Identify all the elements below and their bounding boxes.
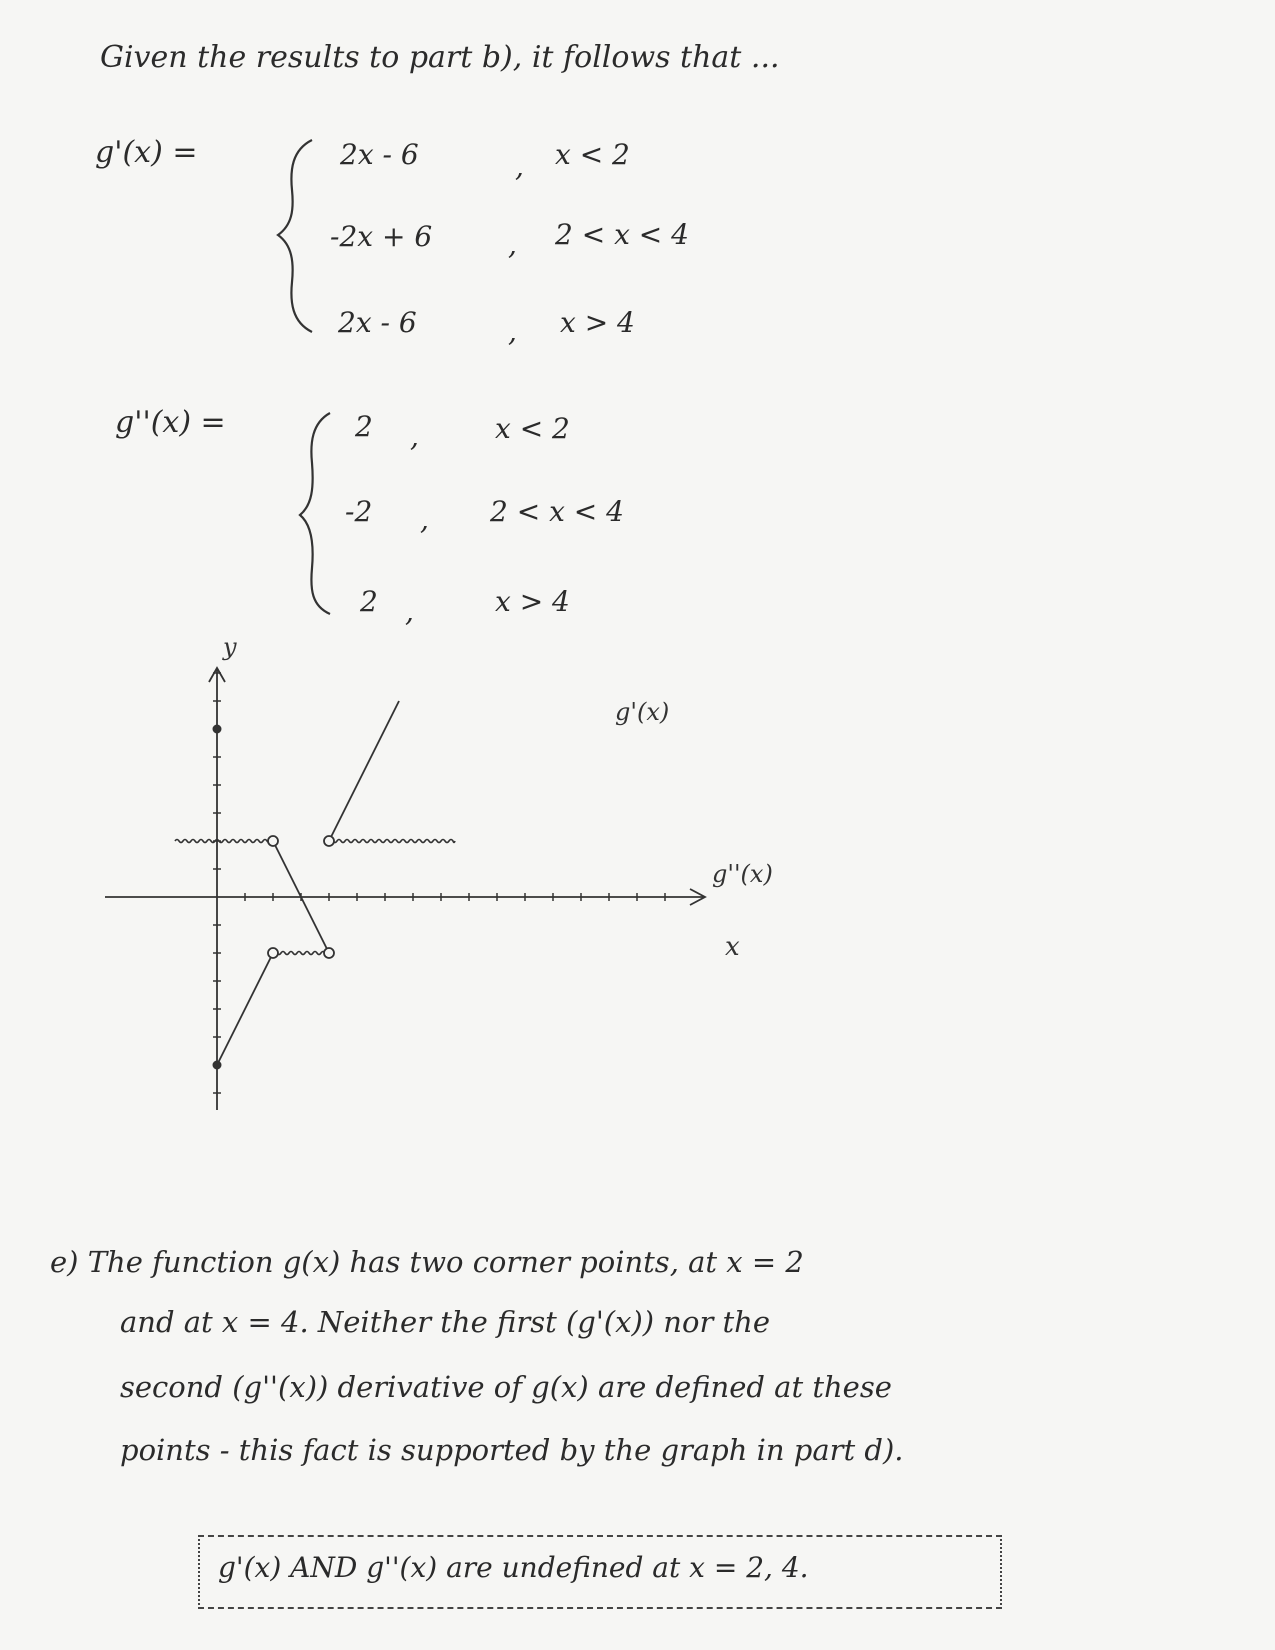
g2-row-1-cond: x < 2 xyxy=(495,412,570,445)
g1-row-2-sep: , xyxy=(508,228,517,261)
g2-row-3-sep: , xyxy=(405,595,414,628)
y-axis-label: y xyxy=(223,633,237,661)
g2-segment xyxy=(175,840,273,843)
part-e-line-2: and at x = 4. Neither the first (g'(x)) nor the xyxy=(120,1305,771,1339)
intro-text: Given the results to part b), it follows that ... xyxy=(100,40,780,75)
g1-row-3-expr: 2x - 6 xyxy=(338,306,417,339)
g1-series-label: g'(x) xyxy=(615,698,670,726)
part-e-line-1: e) The function g(x) has two corner points, at x = 2 xyxy=(50,1245,804,1279)
conclusion-box xyxy=(198,1535,1002,1609)
open-point xyxy=(268,948,278,958)
g2-segment xyxy=(273,952,329,955)
open-point xyxy=(268,836,278,846)
part-e-line-4: points - this fact is supported by the graph in part d). xyxy=(120,1433,904,1467)
open-point xyxy=(324,948,334,958)
g2-row-2-sep: , xyxy=(420,503,429,536)
g2-row-1-sep: , xyxy=(410,420,419,453)
g1-row-2-cond: 2 < x < 4 xyxy=(555,218,689,251)
g2-row-2-expr: -2 xyxy=(345,495,373,528)
g2-series-label: g''(x) xyxy=(712,860,773,888)
first-derivative-label: g'(x) = xyxy=(95,135,198,170)
g1-row-3-sep: , xyxy=(508,315,517,348)
g2-row-3-expr: 2 xyxy=(360,585,378,618)
g2-segment xyxy=(329,840,455,843)
part-e-line-3: second (g''(x)) derivative of g(x) are defined at these xyxy=(120,1370,892,1404)
second-derivative-brace xyxy=(300,413,330,614)
g2-row-1-expr: 2 xyxy=(355,410,373,443)
open-point xyxy=(324,836,334,846)
g1-row-1-cond: x < 2 xyxy=(555,138,630,171)
g1-segment xyxy=(217,953,273,1065)
second-derivative-label: g''(x) = xyxy=(115,405,226,440)
first-derivative-brace xyxy=(278,140,312,332)
conclusion-text: g'(x) AND g''(x) are undefined at x = 2, 4. xyxy=(218,1551,809,1584)
g2-row-2-cond: 2 < x < 4 xyxy=(490,495,624,528)
closed-point xyxy=(213,725,221,733)
g1-row-1-expr: 2x - 6 xyxy=(340,138,419,171)
closed-point xyxy=(213,1061,221,1069)
g1-row-1-sep: , xyxy=(515,150,524,183)
x-axis-label: x xyxy=(725,932,740,962)
g2-row-3-cond: x > 4 xyxy=(495,585,570,618)
g1-row-2-expr: -2x + 6 xyxy=(330,220,433,253)
g1-row-3-cond: x > 4 xyxy=(560,306,635,339)
graph xyxy=(105,668,705,1110)
g1-segment xyxy=(329,701,399,841)
